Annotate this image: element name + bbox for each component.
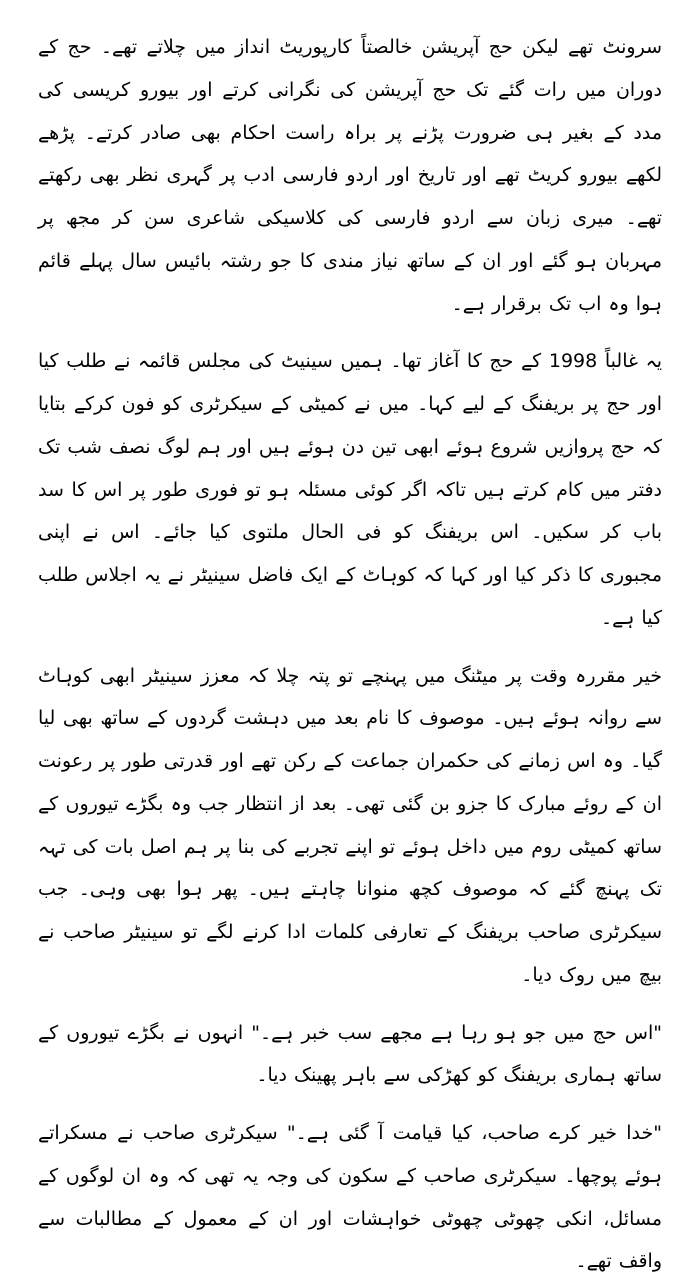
paragraph-2: یہ غالباً 1998 کے حج کا آغاز تھا۔ ہمیں سینیٹ کی مجلس قائمہ نے طلب کیا اور حج پر بریفنگ کے لیے کہا۔ میں نے کمیٹی کے سیکرٹری کو فون کرکے بتایا کہ حج پروازیں شروع ہوئے ابھی تین دن ہوئے ہیں اور ہم لوگ نصف شب تک دفتر میں کام کرتے ہیں تاکہ اگر کوئی مسئلہ ہو تو فوری طور پر اس کا سد باب کر سکیں۔ اس بریفنگ کو فی الحال ملتوی کیا جائے۔ اس نے اپنی مجبوری کا ذکر کیا اور کہا کہ کوہاٹ کے ایک فاضل سینیٹر نے یہ اجلاس طلب کیا ہے۔ <box>38 350 662 629</box>
paragraph-5-quote: "خدا خیر کرے صاحب، کیا قیامت آ گئی ہے۔" سیکرٹری صاحب نے مسکراتے ہوئے پوچھا۔ سیکرٹری صاحب کے سکون کی وجہ یہ تھی کہ وہ ان لوگوں کے مسائل، انکی چھوٹی چھوٹی خواہشات اور ان کے معمول کے مطالبات سے واقف تھے۔ <box>38 1122 662 1273</box>
paragraph-3: خیر مقررہ وقت پر میٹنگ میں پہنچے تو پتہ چلا کہ معزز سینیٹر ابھی کوہاٹ سے روانہ ہوئے ہیں۔ موصوف کا نام بعد میں دہشت گردوں کے ساتھ بھی لیا گیا۔ وہ اس زمانے کی حکمران جماعت کے رکن تھے اور قدرتی طور پر رعونت ان کے روئے مبارک کا جزو بن گئی تھی۔ بعد از انتظار جب وہ بگڑے تیوروں کے ساتھ کمیٹی روم میں داخل ہوئے تو اپنے تجربے کی بنا پر ہم اصل بات کی تہہ تک پہنچ گئے کہ موصوف کچھ منوانا چاہتے ہیں۔ پھر ہوا بھی وہی۔ جب سیکرٹری صاحب بریفنگ کے تعارفی کلمات ادا کرنے لگے تو سینیٹر صاحب نے بیچ میں روک دیا۔ <box>38 664 662 986</box>
paragraph-4-quote: "اس حج میں جو ہو رہا ہے مجھے سب خبر ہے۔" انہوں نے بگڑے تیوروں کے ساتھ ہماری بریفنگ کو کھڑکی سے باہر پھینک دیا۔ <box>38 1021 662 1087</box>
paragraph-1: سرونٹ تھے لیکن حج آپریشن خالصتاً کارپوریٹ انداز میں چلاتے تھے۔ حج کے دوران میں رات گئے تک حج آپریشن کی نگرانی کرتے اور بیورو کریسی کی مدد کے بغیر ہی ضرورت پڑنے پر براہ راست احکام بھی صادر کرتے۔ پڑھے لکھے بیورو کریٹ تھے اور تاریخ اور اردو فارسی ادب پر گہری نظر بھی رکھتے تھے۔ میری زبان سے اردو فارسی کی کلاسیکی شاعری سن کر مجھ پر مہربان ہو گئے اور ان کے ساتھ نیاز مندی کا جو رشتہ بائیس سال پہلے قائم ہوا وہ اب تک برقرار ہے۔ <box>38 36 662 315</box>
